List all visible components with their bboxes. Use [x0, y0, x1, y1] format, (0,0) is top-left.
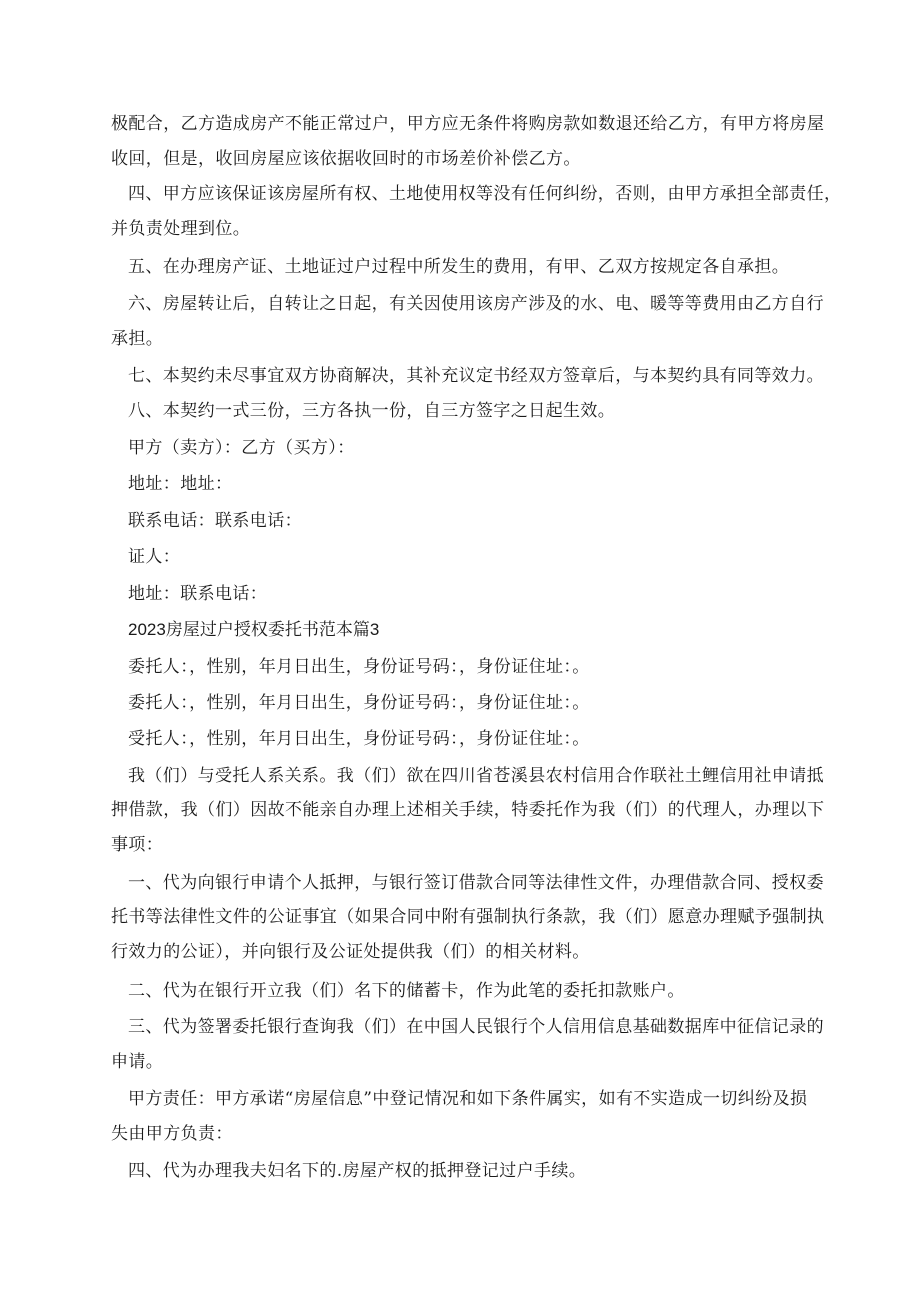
party-line: 甲方（卖方）：乙方（买方）： — [128, 438, 355, 458]
text-line: 甲方责任：甲方承诺“房屋信息”中登记情况和如下条件属实，如有不实造成一切纠纷及损 — [128, 1089, 808, 1109]
text-line: 二、代为在银行开立我（们）名下的储蓄卡，作为此笔的委托扣款账户。 — [128, 981, 685, 1001]
witness-line: 证人： — [128, 547, 181, 567]
text-line: 七、本契约未尽事宜双方协商解决，其补充议定书经双方签章后，与本契约具有同等效力。 — [128, 366, 824, 386]
text-line: 极配合，乙方造成房产不能正常过户，甲方应无条件将购房款如数退还给乙方，有甲方将房屋 — [111, 114, 825, 134]
principal-line: 委托人：，性别，年月日出生，身份证号码：，身份证住址：。 — [128, 657, 590, 677]
text-line: 事项： — [111, 835, 164, 855]
text-line: 八、本契约一式三份，三方各执一份，自三方签字之日起生效。 — [128, 401, 616, 421]
text-line: 并负责处理到位。 — [111, 219, 251, 239]
text-line: 五、在办理房产证、土地证过户过程中所发生的费用，有甲、乙双方按规定各自承担。 — [128, 257, 790, 277]
text-line: 行效力的公证），并向银行及公证处提供我（们）的相关材料。 — [111, 942, 590, 962]
section-heading: 2023房屋过户授权委托书范本篇3 — [128, 620, 380, 639]
text-line: 四、甲方应该保证该房屋所有权、土地使用权等没有任何纠纷，否则，由甲方承担全部责任， — [128, 184, 842, 204]
address-phone-line: 地址：联系电话： — [128, 584, 268, 604]
text-line: 一、代为向银行申请个人抵押，与银行签订借款合同等法律性文件，办理借款合同、授权委 — [128, 873, 824, 893]
address-line: 地址：地址： — [128, 474, 233, 494]
text-line: 押借款，我（们）因故不能亲自办理上述相关手续，特委托作为我（们）的代理人，办理以下 — [111, 800, 825, 820]
text-line: 三、代为签署委托银行查询我（们）在中国人民银行个人信用信息基础数据库中征信记录的 — [128, 1017, 824, 1037]
text-line: 失由甲方负责： — [111, 1124, 233, 1144]
text-line: 四、代为办理我夫妇名下的.房屋产权的抵押登记过户手续。 — [128, 1161, 587, 1181]
text-line: 申请。 — [111, 1052, 164, 1072]
text-line: 收回，但是，收回房屋应该依据收回时的市场差价补偿乙方。 — [111, 149, 581, 169]
principal-line: 委托人：，性别，年月日出生，身份证号码：，身份证住址：。 — [128, 693, 590, 713]
text-line: 我（们）与受托人系关系。我（们）欲在四川省苍溪县农村信用合作联社土鲤信用社申请抵 — [128, 766, 824, 786]
phone-line: 联系电话：联系电话： — [128, 511, 302, 531]
text-line: 承担。 — [111, 329, 164, 349]
agent-line: 受托人：，性别，年月日出生，身份证号码：，身份证住址：。 — [128, 729, 590, 749]
text-line: 托书等法律性文件的公证事宜（如果合同中附有强制执行条款，我（们）愿意办理赋予强制执 — [111, 907, 825, 927]
text-line: 六、房屋转让后，自转让之日起，有关因使用该房产涉及的水、电、暖等等费用由乙方自行 — [128, 294, 824, 314]
